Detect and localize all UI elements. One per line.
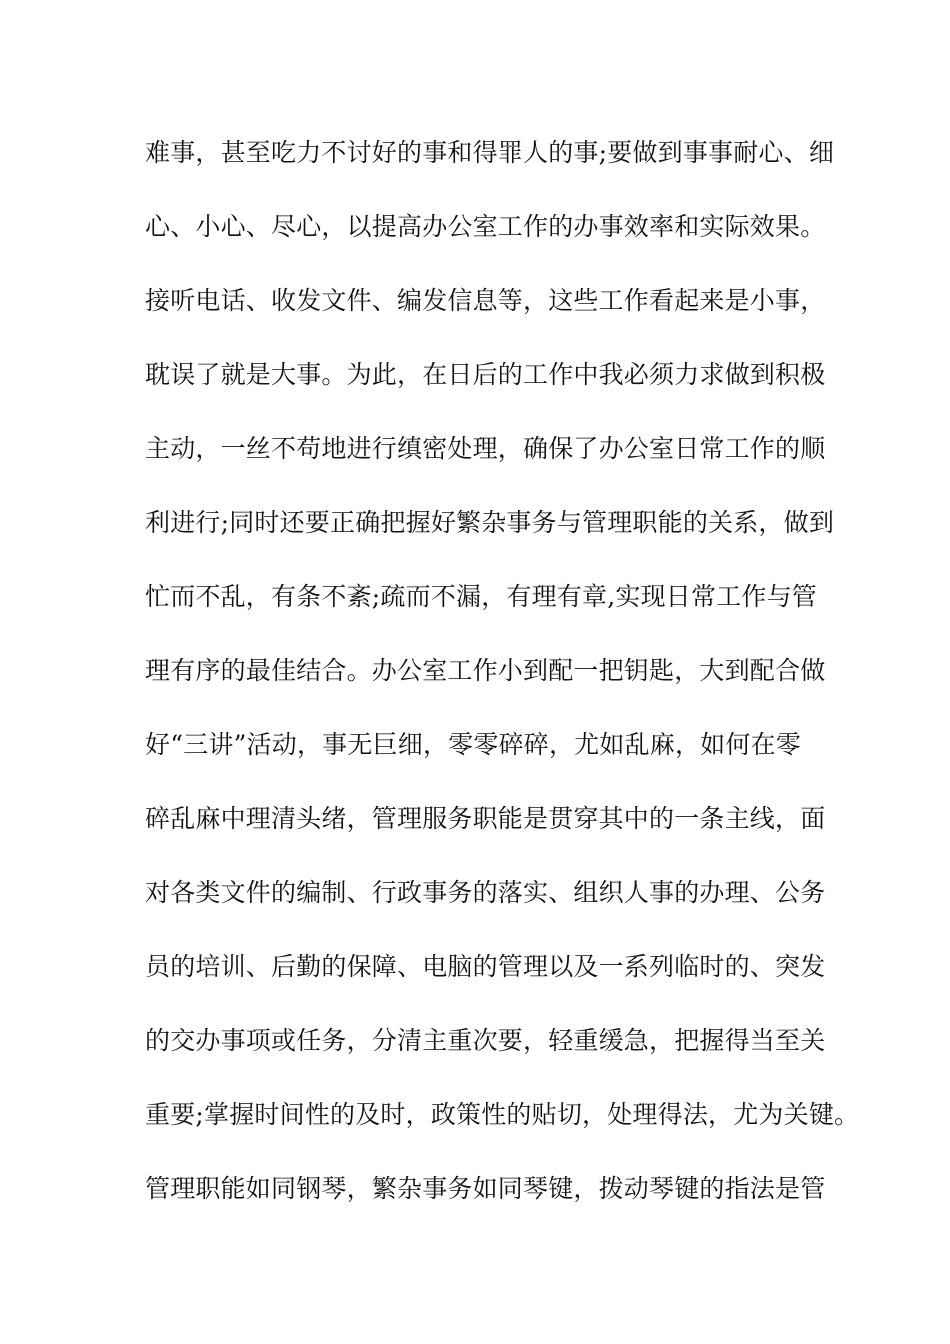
text-line-11: 对各类文件的编制、行政事务的落实、组织人事的办理、公务: [145, 878, 826, 907]
text-line-6: 利进行;同时还要正确把握好繁杂事务与管理职能的关系，做到: [145, 508, 835, 537]
text-line-15: 管理职能如同钢琴，繁杂事务如同琴键，拨动琴键的指法是管: [145, 1174, 826, 1203]
text-line-8: 理有序的最佳结合。办公室工作小到配一把钥匙，大到配合做: [145, 656, 826, 685]
text-line-2: 心、小心、尽心，以提高办公室工作的办事效率和实际效果。: [145, 212, 826, 241]
body-text: [145, 130, 860, 1240]
text-line-7: 忙而不乱，有条不紊;疏而不漏，有理有章,实现日常工作与管: [145, 582, 817, 611]
text-line-5: 主动，一丝不苟地进行缜密处理，确保了办公室日常工作的顺: [145, 434, 826, 463]
text-line-10: 碎乱麻中理清头绪，管理服务职能是贯穿其中的一条主线，面: [145, 804, 826, 833]
text-line-1: 难事，甚至吃力不讨好的事和得罪人的事;要做到事事耐心、细: [145, 138, 835, 167]
text-line-9: 好“三讲”活动，事无巨细，零零碎碎，尤如乱麻，如何在零: [145, 730, 801, 759]
text-line-13: 的交办事项或任务，分清主重次要，轻重缓急，把握得当至关: [145, 1026, 826, 1055]
text-line-3: 接听电话、收发文件、编发信息等，这些工作看起来是小事，: [145, 286, 826, 315]
text-line-14: 重要;掌握时间性的及时，政策性的贴切，处理得法，尤为关键。: [145, 1100, 860, 1129]
text-line-4: 耽误了就是大事。为此，在日后的工作中我必须力求做到积极: [145, 360, 826, 389]
text-line-12: 员的培训、后勤的保障、电脑的管理以及一系列临时的、突发: [145, 952, 826, 981]
